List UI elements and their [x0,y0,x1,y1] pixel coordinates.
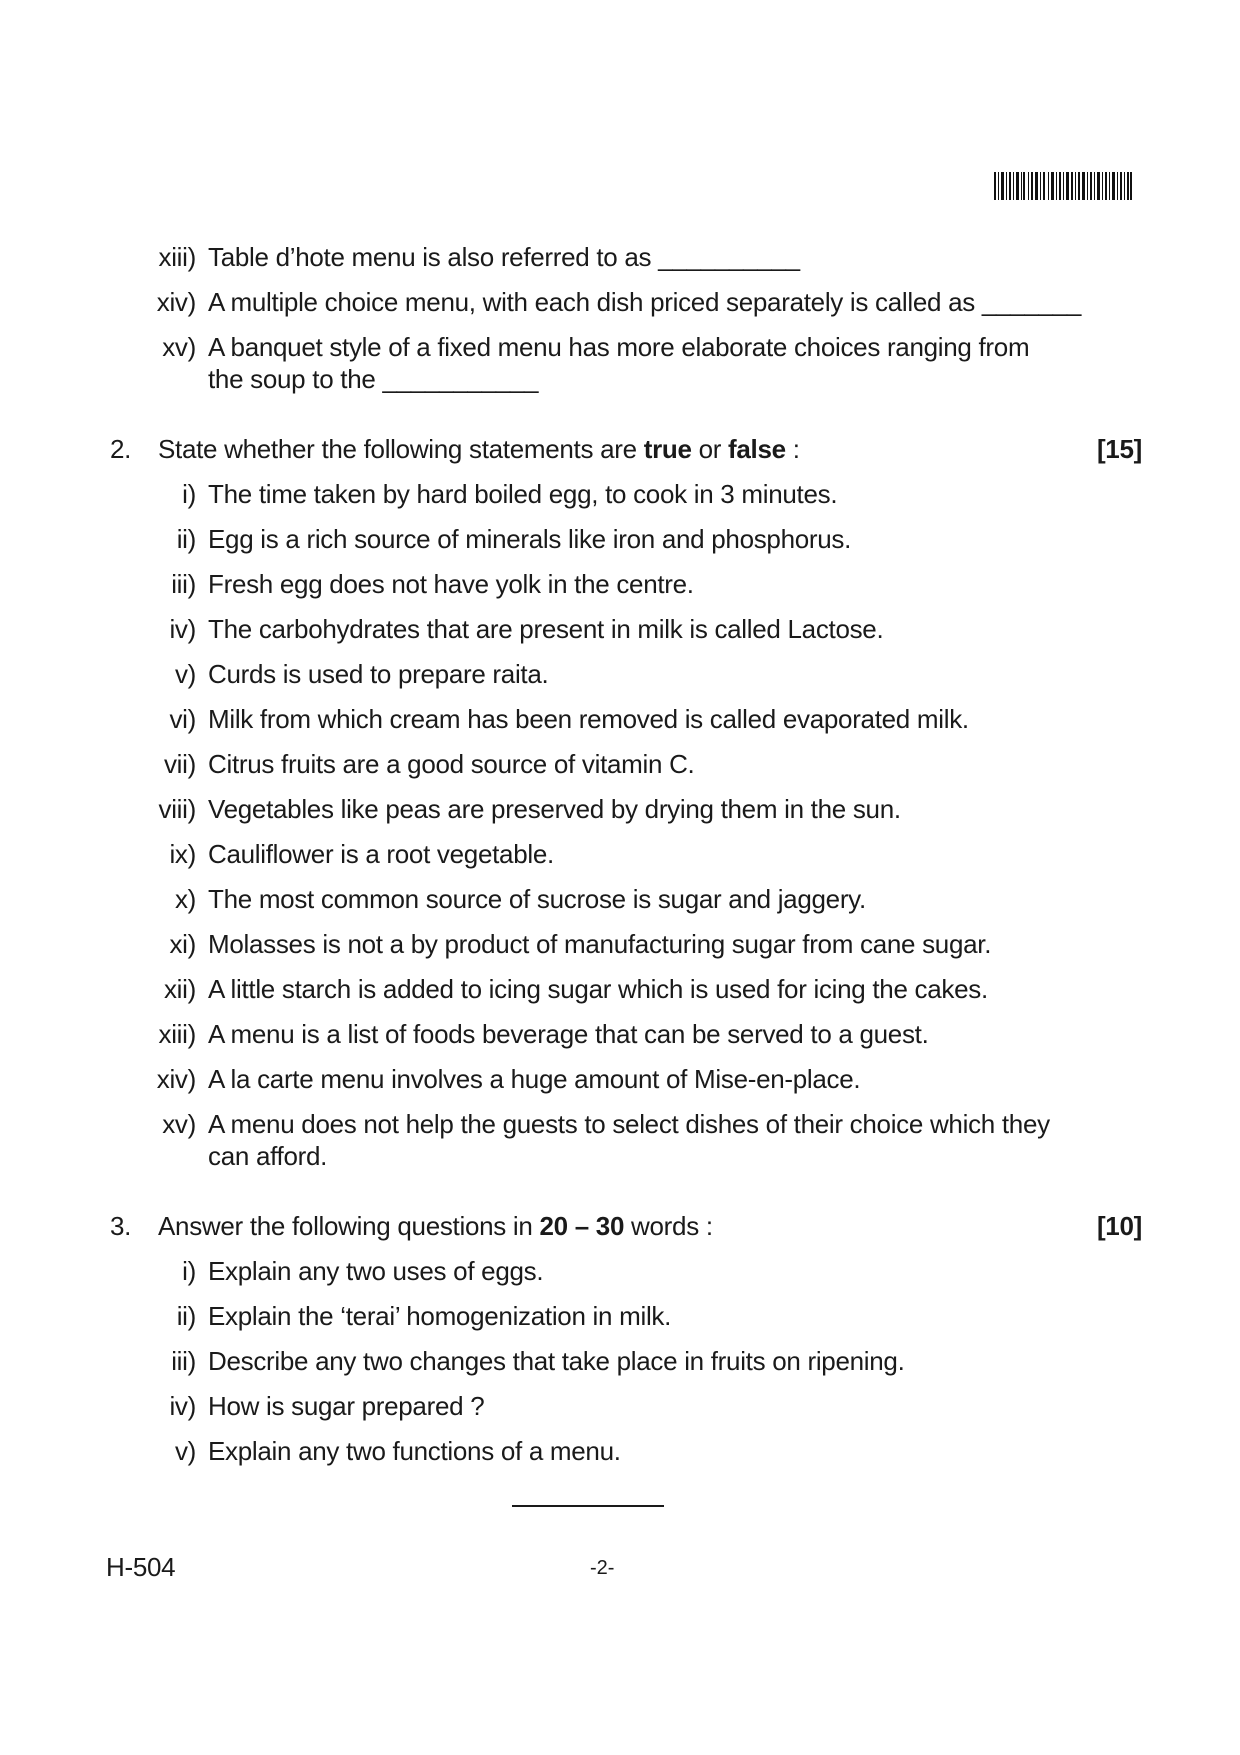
item-number: i) [182,479,196,509]
item-text: Explain any two uses of eggs. [208,1256,544,1286]
item-text: can afford. [208,1141,328,1171]
question-number: 3. [110,1211,132,1241]
item-text: Citrus fruits are a good source of vitamin C. [208,749,695,779]
question-marks: [10] [1096,1211,1142,1241]
item-number: iii) [171,569,196,599]
item-number: ii) [176,524,196,554]
item-number: xiv) [156,1064,196,1094]
item-number: iv) [169,614,196,644]
item-text: Milk from which cream has been removed is called evaporated milk. [208,704,969,734]
item-text: Describe any two changes that take place in fruits on ripening. [208,1346,905,1376]
end-rule [512,1505,664,1507]
item-text: Curds is used to prepare raita. [208,659,549,689]
item-number: ii) [176,1301,196,1331]
question-text: Answer the following questions in 20 – 30 words : [158,1211,713,1241]
item-text: A little starch is added to icing sugar which is used for icing the cakes. [208,974,988,1004]
item-number: x) [174,884,196,914]
item-number: ix) [169,839,196,869]
item-text: Vegetables like peas are preserved by drying them in the sun. [208,794,901,824]
item-text: Explain the ‘terai’ homogenization in milk. [208,1301,672,1331]
item-text: Molasses is not a by product of manufacturing sugar from cane sugar. [208,929,992,959]
question-text: State whether the following statements are true or false : [158,434,800,464]
item-number: v) [174,1436,196,1466]
item-number: viii) [158,794,196,824]
paper-code: H-504 [106,1552,176,1582]
question-number: 2. [110,434,132,464]
item-number: xii) [163,974,196,1004]
item-text: A multiple choice menu, with each dish priced separately is called as _______ [208,287,1081,317]
item-number: xv) [162,1109,196,1139]
page-number: -2- [590,1557,615,1579]
item-number: xiv) [156,287,196,317]
item-text: The time taken by hard boiled egg, to cook in 3 minutes. [208,479,838,509]
item-number: xv) [162,332,196,362]
item-text: A banquet style of a fixed menu has more elaborate choices ranging from [208,332,1030,362]
item-text: Cauliflower is a root vegetable. [208,839,554,869]
item-text: A la carte menu involves a huge amount of Mise-en-place. [208,1064,861,1094]
item-number: xiii) [158,242,196,272]
item-text: Egg is a rich source of minerals like iron and phosphorus. [208,524,852,554]
item-text: A menu does not help the guests to select dishes of their choice which they [208,1109,1050,1139]
item-text: A menu is a list of foods beverage that can be served to a guest. [208,1019,929,1049]
item-number: xiii) [158,1019,196,1049]
item-number: i) [182,1256,196,1286]
item-text: the soup to the ___________ [208,364,539,394]
question-marks: [15] [1096,434,1142,464]
item-text: Explain any two functions of a menu. [208,1436,621,1466]
item-text: The most common source of sucrose is sugar and jaggery. [208,884,866,914]
item-text: The carbohydrates that are present in milk is called Lactose. [208,614,884,644]
item-number: iv) [169,1391,196,1421]
barcode-icon [994,172,1132,200]
item-number: vii) [163,749,196,779]
item-text: How is sugar prepared ? [208,1391,485,1421]
item-text: Fresh egg does not have yolk in the centre. [208,569,694,599]
item-number: vi) [169,704,196,734]
item-number: v) [174,659,196,689]
item-number: xi) [169,929,196,959]
item-number: iii) [171,1346,196,1376]
item-text: Table d’hote menu is also referred to as __________ [208,242,800,272]
